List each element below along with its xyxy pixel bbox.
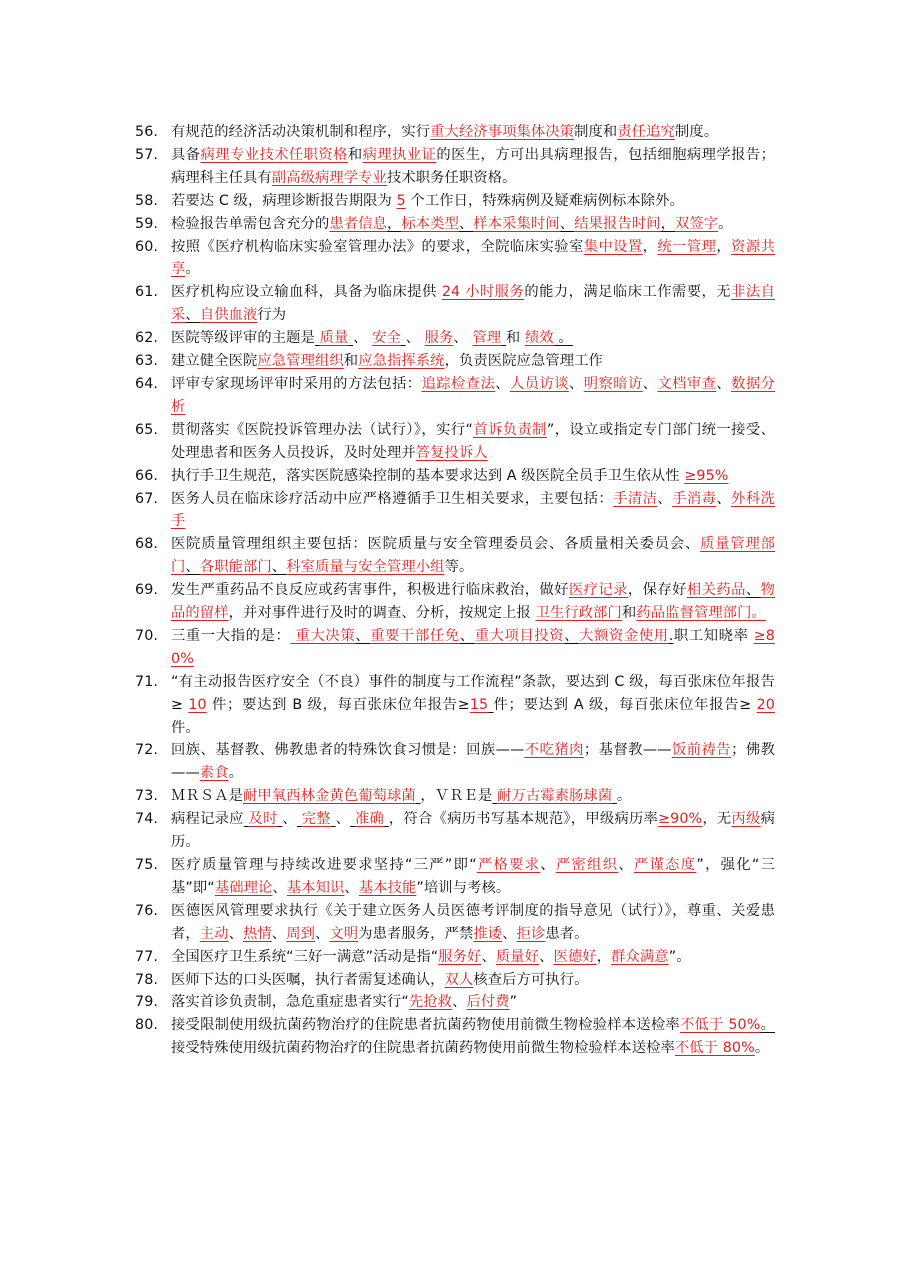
list-item <box>135 373 775 419</box>
list-item <box>135 579 775 625</box>
item-number: 71. <box>135 673 159 690</box>
question-text: ，负责医院应急管理工作 <box>444 353 603 370</box>
answer-text: 5 <box>396 192 406 209</box>
underlined-text: 、 <box>564 627 580 644</box>
answer-text: 双人 <box>444 971 474 988</box>
question-text: 。 <box>718 215 733 232</box>
item-number: 63. <box>135 353 159 370</box>
item-text <box>171 350 775 373</box>
item-number: 59. <box>135 215 159 232</box>
question-text: 、 <box>228 925 243 942</box>
answer-text: 10 <box>188 696 207 713</box>
question-text: 按照《医疗机构临床实验室管理办法》的要求，全院临床实验室 <box>171 238 584 255</box>
answer-text: 不吃猪肉 <box>524 742 584 759</box>
answer-text: 饭前祷告 <box>671 742 732 759</box>
question-text: 、 <box>502 925 517 942</box>
answer-text: 医疗记录 <box>568 582 628 599</box>
question-text: 医院等级评审的主题是 <box>171 330 315 347</box>
answer-text: 重要干部任免 <box>370 627 460 644</box>
list-item <box>135 625 775 671</box>
item-text <box>171 236 775 282</box>
underlined-text: 。 <box>760 1017 775 1034</box>
question-text: 、 <box>540 857 556 873</box>
item-text <box>171 625 775 671</box>
list-item <box>135 991 775 1014</box>
item-number: 75. <box>135 857 159 873</box>
question-text: 。 <box>228 765 243 782</box>
item-text <box>171 671 775 740</box>
item-number: 70. <box>135 627 159 644</box>
answer-text: 科室质量与安全管理小组 <box>286 559 445 576</box>
question-text: ， <box>716 238 732 255</box>
item-number: 56. <box>135 124 159 140</box>
item-number: 61. <box>135 284 159 301</box>
answer-text: 不低于 80% <box>674 1040 755 1057</box>
answer-text: 周到 <box>286 925 315 942</box>
item-number: 65. <box>135 421 159 438</box>
item-text <box>171 121 775 144</box>
question-text: 和 <box>347 146 363 163</box>
question-text: 的医生，方可出具病理报告，包括细胞病理学报告；病理科主任具有 <box>171 146 776 186</box>
question-text: ”，强化“三基”即“ <box>171 857 775 896</box>
underlined-text: 、 <box>459 627 475 644</box>
answer-text: 责任追究 <box>617 124 675 140</box>
question-text: 。 <box>616 788 632 805</box>
question-text: 、 <box>315 925 330 942</box>
answer-text: 耐万古霉素肠球菌 <box>497 788 613 805</box>
answer-text: 自供血液 <box>199 307 258 324</box>
question-text: 、 <box>481 948 496 965</box>
answer-text: 应急指挥系统 <box>358 353 445 370</box>
answer-text: 及时 <box>248 811 278 828</box>
answer-text: 后付费 <box>466 994 510 1011</box>
item-text <box>171 327 775 350</box>
answer-text: 质量管理部门 <box>171 536 776 576</box>
item-number: 67. <box>135 490 159 507</box>
answer-text: 严格要求 <box>476 857 541 873</box>
item-text <box>171 969 775 992</box>
question-text: 医德医风管理要求执行《关于建立医务人员医德考评制度的指导意见（试行）》，尊重、关爱患者， <box>171 902 775 942</box>
item-number: 80. <box>135 1017 159 1034</box>
item-text <box>171 488 775 534</box>
question-text: 有规范的经济活动决策机制和程序，实行 <box>171 124 431 140</box>
answer-text: 管理 <box>472 330 502 347</box>
item-number: 62. <box>135 330 159 347</box>
answer-text: ≥80% <box>171 627 775 667</box>
question-text: 、 <box>335 811 351 828</box>
question-text: 、 <box>657 490 673 507</box>
question-list <box>135 121 775 1060</box>
question-text: 、 <box>272 879 287 896</box>
answer-text: 先抢救 <box>408 994 453 1011</box>
list-item <box>135 854 775 900</box>
list-item <box>135 900 775 946</box>
item-text <box>171 533 775 579</box>
item-number: 77. <box>135 948 159 965</box>
answer-text: 文明 <box>329 925 359 942</box>
question-text: 件。 <box>171 719 200 736</box>
answer-text: 服务好 <box>438 948 482 965</box>
list-item <box>135 671 775 740</box>
item-text <box>171 946 775 969</box>
question-text: 。 <box>185 261 200 278</box>
item-text <box>171 579 775 625</box>
item-number: 68. <box>135 536 159 553</box>
question-text: 和 <box>343 353 359 370</box>
list-item <box>135 190 775 213</box>
answer-text: 外科洗手 <box>171 490 775 530</box>
answer-text: 素食 <box>199 765 229 782</box>
question-text: 、 <box>716 375 732 392</box>
item-number: 64. <box>135 375 159 392</box>
question-text: ”培训与考核。 <box>416 879 511 896</box>
question-text: ”，设立或指定专门部门统一接受、处理患者和医务人员投诉，及时处理并 <box>171 421 775 461</box>
question-text: 和 <box>621 605 637 622</box>
question-text: 、 <box>618 857 634 873</box>
item-text <box>171 1014 775 1060</box>
question-text: 病程记录应 <box>171 811 244 828</box>
item-number: 60. <box>135 238 159 255</box>
item-number: 69. <box>135 582 159 599</box>
question-text: 。 <box>754 1040 770 1057</box>
list-item <box>135 419 775 465</box>
answer-text: 严密组织 <box>555 857 619 873</box>
question-text: 的能力，满足临床工作需要，无 <box>524 284 732 301</box>
underlined-text: ， <box>660 215 675 232</box>
answer-text: 丙级 <box>731 811 761 828</box>
answer-text: 耐甲氧西林金黄色葡萄球菌 <box>242 788 416 805</box>
answer-text: 完整 <box>301 811 331 828</box>
item-text <box>171 419 775 465</box>
list-item <box>135 213 775 236</box>
item-text <box>171 213 775 236</box>
answer-text: 首诉负责制 <box>473 421 547 438</box>
question-text: 为患者服务，严禁 <box>358 925 474 942</box>
answer-text: 样本采集时间 <box>473 215 560 232</box>
question-text: 病历。 <box>171 811 775 851</box>
list-item <box>135 808 775 854</box>
underlined-text: 、 <box>271 559 287 576</box>
answer-text: 答复投诉人 <box>415 444 488 461</box>
question-text: 执行手卫生规范，落实医院感染控制的基本要求达到 A 级医院全员手卫生依从性 <box>171 467 685 484</box>
question-text: 回族、基督教、佛教患者的特殊饮食习惯是：回族—— <box>171 742 525 759</box>
question-text: 医务人员在临床诊疗活动中应严格遵循手卫生相关要求，主要包括： <box>171 490 614 507</box>
question-text: 职工知晓率 <box>673 627 754 644</box>
underlined-text: 、 <box>745 582 761 599</box>
answer-text: 热情 <box>243 925 272 942</box>
question-text: 件；要达到 A 级，每百张床位年报告≥ <box>493 696 757 713</box>
question-text: 医疗质量管理与持续改进要求坚持“三严”即“ <box>171 857 477 873</box>
list-item <box>135 350 775 373</box>
answer-text: 质量好 <box>495 948 540 965</box>
question-text: 患者。 <box>545 925 589 942</box>
question-text: 接受限制使用级抗菌药物治疗的住院患者抗菌药物使用前微生物检验样本送检率 <box>171 1017 680 1034</box>
question-text: 制度。 <box>674 124 719 140</box>
list-item <box>135 1014 775 1060</box>
question-text: ”。 <box>668 948 691 965</box>
answer-text: 人员访谈 <box>510 375 569 392</box>
question-text: 、 <box>453 330 473 347</box>
question-text: 具备 <box>171 146 201 163</box>
question-text: 发生严重药品不良反应或药害事件，积极进行临床救治，做好 <box>171 582 569 599</box>
item-number: 79. <box>135 994 159 1011</box>
answer-text: 病理执业证 <box>362 146 437 163</box>
list-item <box>135 281 775 327</box>
question-text: 、 <box>452 994 467 1011</box>
answer-text: 文档审查 <box>657 375 717 392</box>
question-text: ，并对事件进行及时的调查、分析，按规定上报 <box>228 605 536 622</box>
question-text: ；基督教—— <box>583 742 672 759</box>
underlined-text: 、 <box>355 627 371 644</box>
question-text: 核查后方可执行。 <box>473 971 589 988</box>
list-item <box>135 739 775 785</box>
item-text <box>171 190 775 213</box>
underlined-text: 、 <box>559 215 575 232</box>
answer-text: 资源共享 <box>171 238 776 278</box>
list-item <box>135 969 775 992</box>
question-text: 三重一大指的是： <box>171 627 291 644</box>
list-item <box>135 946 775 969</box>
question-text: ， <box>596 948 612 965</box>
question-text: 、 <box>568 375 584 392</box>
question-text: 技术职务任职资格。 <box>386 169 517 186</box>
answer-text: 非法自采 <box>171 284 775 324</box>
answer-text: 基础理论 <box>214 879 273 896</box>
answer-text: 群众满意 <box>611 948 669 965</box>
item-text <box>171 373 775 419</box>
answer-text: 患者信息 <box>329 215 387 232</box>
answer-text: 大额资金使用 <box>579 627 669 644</box>
question-text: 、 <box>495 375 511 392</box>
question-text: 和 <box>505 330 525 347</box>
answer-text: 推诿 <box>473 925 503 942</box>
answer-text: 基本知识 <box>286 879 345 896</box>
item-text <box>171 808 775 854</box>
question-text: 检验报告单需包含充分的 <box>171 215 330 232</box>
answer-text: 明察暗访 <box>583 375 643 392</box>
question-text: 、 <box>353 330 373 347</box>
item-text <box>171 785 775 808</box>
answer-text: 基本技能 <box>358 879 417 896</box>
answer-text: 准确 <box>355 811 385 828</box>
item-number: 74. <box>135 811 159 828</box>
question-text: 评审专家现场评审时采用的方法包括： <box>171 375 422 392</box>
question-text: ， <box>642 238 658 255</box>
item-number: 57. <box>135 146 159 163</box>
answer-text: 服务 <box>424 330 454 347</box>
question-text: 、 <box>642 375 658 392</box>
underlined-text: 、 <box>458 215 474 232</box>
question-text: 医院质量管理组织主要包括：医院质量与安全管理委员会、各质量相关委员会、 <box>171 536 701 553</box>
answer-text: 严谨态度 <box>633 857 697 873</box>
answer-text: 追踪检查法 <box>421 375 496 392</box>
item-text <box>171 281 775 327</box>
list-item <box>135 488 775 534</box>
answer-text: 病理专业技术任职资格 <box>200 146 348 163</box>
item-text <box>171 144 775 190</box>
question-text: ，保存好 <box>627 582 687 599</box>
answer-text: 双签字 <box>674 215 719 232</box>
answer-text: 质量 <box>319 330 349 347</box>
list-item <box>135 144 775 190</box>
answer-text: 统一管理 <box>657 238 717 255</box>
item-text <box>171 465 775 488</box>
question-text: 接受特殊使用级抗菌药物治疗的住院患者抗菌药物使用前微生物检验样本送检率 <box>171 1040 675 1057</box>
question-text: ，ＶＲＥ是 <box>420 788 493 805</box>
underlined-text: 。 <box>553 330 573 347</box>
answer-text: 相关药品 <box>686 582 746 599</box>
answer-text: 重大决策 <box>290 627 356 644</box>
answer-text: 15 <box>469 696 489 713</box>
question-text: 全国医疗卫生系统“三好一满意”活动是指“ <box>171 948 439 965</box>
underlined-text: . <box>668 627 674 644</box>
answer-text: 标本类型 <box>401 215 459 232</box>
list-item <box>135 465 775 488</box>
question-text: 医疗机构应设立输血科，具备为临床提供 <box>171 284 442 301</box>
question-text: 、 <box>282 811 297 828</box>
answer-text: 手消毒 <box>672 490 717 507</box>
answer-text: ≥90% <box>658 811 703 828</box>
answer-text: 重大项目投资 <box>474 627 565 644</box>
question-text: ＭＲＳＡ是 <box>171 788 243 805</box>
question-text: 、 <box>405 330 425 347</box>
answer-text: 安全 <box>372 330 401 347</box>
answer-text: 副高级病理学专业 <box>271 169 387 186</box>
answer-text: 重大经济事项集体决策 <box>430 124 575 140</box>
question-text: 若要达 C 级，病理诊断报告期限为 <box>171 192 397 209</box>
question-text: 、 <box>344 879 359 896</box>
item-text <box>171 854 775 900</box>
question-text: ” <box>509 994 518 1011</box>
answer-text: 药品监督管理部门。 <box>636 605 766 622</box>
item-number: 58. <box>135 192 159 209</box>
item-number: 78. <box>135 971 159 988</box>
answer-text: 手清洁 <box>613 490 658 507</box>
underlined-text: ， <box>386 215 402 232</box>
question-text: 贯彻落实《医院投诉管理办法（试行）》，实行“ <box>171 421 474 438</box>
question-text: 建立健全医院 <box>171 353 258 370</box>
answer-text: ≥95% <box>684 467 729 484</box>
item-text <box>171 991 775 1014</box>
question-text: 、 <box>271 925 287 942</box>
answer-text: 医德好 <box>553 948 597 965</box>
answer-text: 卫生行政部门 <box>535 605 622 622</box>
question-text: 、 <box>716 490 732 507</box>
item-number: 72. <box>135 742 159 759</box>
underlined-text: 、 <box>185 307 200 324</box>
answer-text: 20 <box>756 696 775 713</box>
list-item <box>135 121 775 144</box>
question-text: 个工作日，特殊病例及疑难病例标本除外。 <box>405 192 684 209</box>
answer-text: 24 小时服务 <box>441 284 525 301</box>
item-number: 76. <box>135 902 159 919</box>
question-text: 制度和 <box>574 124 618 140</box>
list-item <box>135 533 775 579</box>
question-text: 行为 <box>257 307 287 324</box>
question-text: 、 <box>539 948 554 965</box>
question-text: “有主动报告医疗安全（不良）事件的制度与工作流程”条款，要达到 C 级，每百张床位年报告≥ <box>171 673 775 713</box>
list-item <box>135 236 775 282</box>
answer-text: 数据分析 <box>171 375 775 415</box>
answer-text: 主动 <box>199 925 229 942</box>
question-text: 件；要达到 B 级，每百张床位年报告≥ <box>206 696 470 713</box>
question-text: ，符合《病历书写基本规范》，甲级病历率 <box>388 811 659 828</box>
answer-text: 物品的留样 <box>171 582 776 622</box>
answer-text: 结果报告时间 <box>574 215 661 232</box>
question-text: 落实首诊负责制，急危重症患者实行“ <box>171 994 409 1011</box>
question-text: ；佛教—— <box>171 742 775 782</box>
answer-text: 应急管理组织 <box>257 353 344 370</box>
item-number: 66. <box>135 467 159 484</box>
question-text: 等。 <box>444 559 474 576</box>
question-text: ，无 <box>702 811 732 828</box>
list-item <box>135 785 775 808</box>
answer-text: 拒诊 <box>516 925 546 942</box>
answer-text: 不低于 50% <box>679 1017 761 1034</box>
item-text <box>171 739 775 785</box>
answer-text: 集中设置 <box>583 238 643 255</box>
answer-text: 绩效 <box>524 330 554 347</box>
underlined-text: 、 <box>185 559 200 576</box>
item-text <box>171 900 775 946</box>
list-item <box>135 327 775 350</box>
answer-text: 各职能部门 <box>199 559 272 576</box>
item-number: 73. <box>135 788 159 805</box>
question-text: 医师下达的口头医嘱，执行者需复述确认， <box>171 971 445 988</box>
